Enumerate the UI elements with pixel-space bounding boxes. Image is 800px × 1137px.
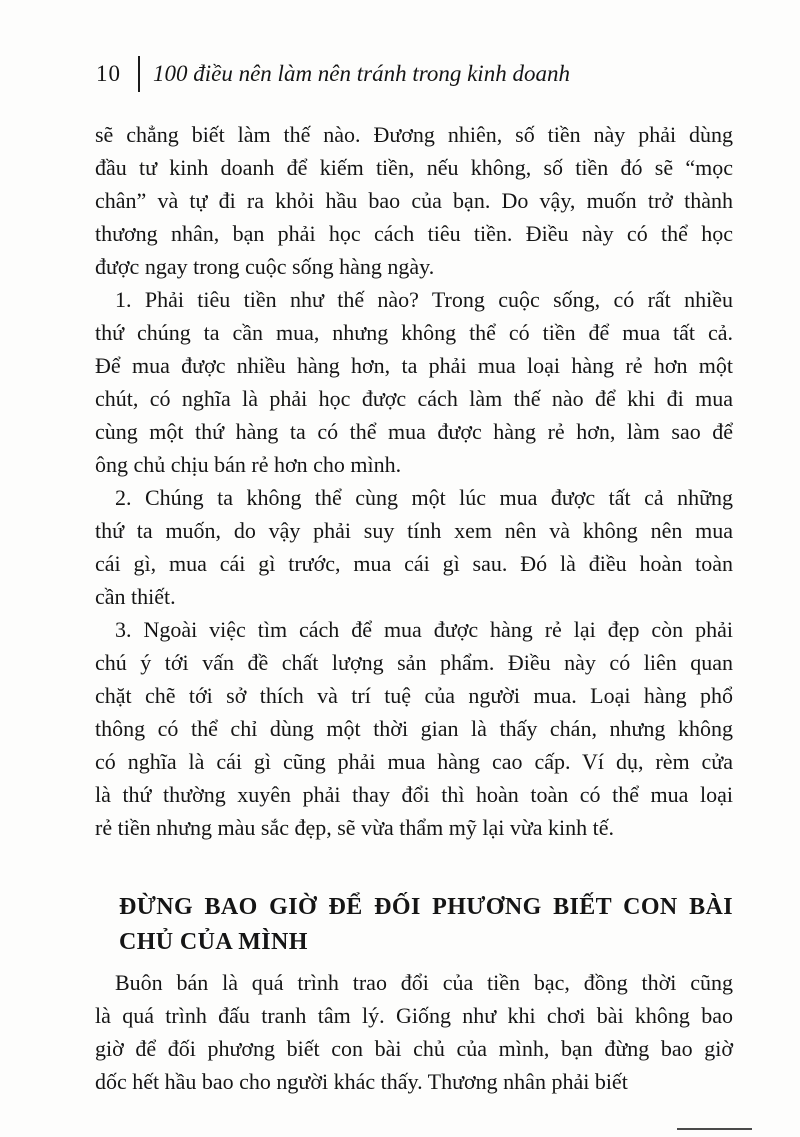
paragraph-section-intro	[95, 966, 733, 1098]
text-line: 1. Phải tiêu tiền như thế nào? Trong cuộc sống, có rất nhiều	[115, 287, 733, 312]
text-line: dốc hết hầu bao cho người khác thấy. Thương nhân phải biết	[95, 1069, 628, 1094]
text-line: chân” và tự đi ra khỏi hầu bao của bạn. Do vậy, muốn trở thành	[95, 188, 733, 213]
running-header	[96, 56, 570, 92]
page-number: 10	[96, 61, 121, 86]
text-line: giờ để đối phương biết con bài chủ của mình, bạn đừng bao giờ	[95, 1036, 733, 1061]
text-line: 3. Ngoài việc tìm cách để mua được hàng rẻ lại đẹp còn phải	[115, 617, 733, 642]
header-divider-line	[138, 56, 140, 92]
text-line: thông có thể chỉ dùng một thời gian là thấy chán, nhưng không	[95, 716, 733, 741]
text-line: cái gì, mua cái gì trước, mua cái gì sau. Đó là điều hoàn toàn	[95, 551, 733, 576]
text-line: sẽ chẳng biết làm thế nào. Đương nhiên, số tiền này phải dùng	[95, 122, 733, 147]
text-line: là quá trình đấu tranh tâm lý. Giống như khi chơi bài không bao	[95, 1003, 733, 1028]
text-line: ông chủ chịu bán rẻ hơn cho mình.	[95, 452, 402, 477]
text-line: ĐỪNG BAO GIỜ ĐỂ ĐỐI PHƯƠNG BIẾT CON BÀI	[119, 894, 733, 920]
text-line: thương nhân, bạn phải học cách tiêu tiền. Điều này có thể học	[95, 221, 733, 246]
text-line: đầu tư kinh doanh để kiếm tiền, nếu không, số tiền đó sẽ “mọc	[95, 155, 733, 180]
paragraph-item-3	[95, 613, 733, 844]
text-line: có nghĩa là cái gì cũng phải mua hàng cao cấp. Ví dụ, rèm cửa	[95, 749, 733, 774]
scan-artifact-line	[677, 1128, 752, 1130]
paragraph-continuation	[95, 118, 733, 283]
text-line: thứ chúng ta cần mua, nhưng không thể có tiền để mua tất cả.	[95, 320, 733, 345]
text-line: chặt chẽ tới sở thích và trí tuệ của người mua. Loại hàng phổ	[95, 683, 733, 708]
text-line: được ngay trong cuộc sống hàng ngày.	[95, 254, 435, 279]
page-body	[95, 118, 733, 1098]
text-line: Buôn bán là quá trình trao đổi của tiền bạc, đồng thời cũng	[115, 970, 733, 995]
text-line: Để mua được nhiều hàng hơn, ta phải mua loại hàng rẻ hơn một	[95, 353, 733, 378]
running-title: 100 điều nên làm nên tránh trong kinh doanh	[153, 61, 570, 86]
section-heading	[119, 890, 733, 960]
text-line: là thứ thường xuyên phải thay đổi thì hoàn toàn có thể mua loại	[95, 782, 733, 807]
paragraph-item-2	[95, 481, 733, 613]
text-line: rẻ tiền nhưng màu sắc đẹp, sẽ vừa thẩm mỹ lại vừa kinh tế.	[95, 815, 615, 840]
text-line: chút, có nghĩa là phải học được cách làm thế nào để khi đi mua	[95, 386, 733, 411]
text-line: CHỦ CỦA MÌNH	[119, 929, 308, 955]
text-line: cần thiết.	[95, 584, 176, 609]
paragraph-item-1	[95, 283, 733, 481]
text-line: thứ ta muốn, do vậy phải suy tính xem nên và không nên mua	[95, 518, 733, 543]
text-line: 2. Chúng ta không thể cùng một lúc mua được tất cả những	[115, 485, 733, 510]
text-line: cùng một thứ hàng ta có thể mua được hàng rẻ hơn, làm sao để	[95, 419, 733, 444]
text-line: chú ý tới vấn đề chất lượng sản phẩm. Điều này có liên quan	[95, 650, 733, 675]
